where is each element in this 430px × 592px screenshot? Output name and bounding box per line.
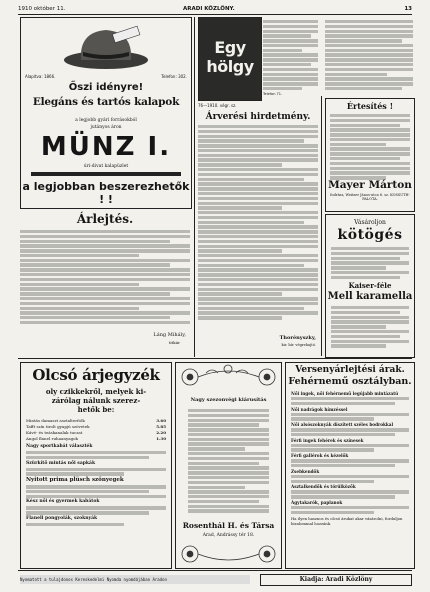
kotes-title: kötögés (337, 227, 403, 243)
hat-shop-name: MÜNZ I. (40, 132, 172, 162)
arveresi-hirdetmeny (198, 103, 318, 355)
arveresi-title: Árverési hirdetmény. (205, 112, 311, 122)
olcso-item-row (26, 436, 166, 442)
hat-label-phone: Telefon: 302. (161, 74, 187, 79)
verseny-items (291, 391, 409, 514)
footer-left: Nyomatott a tulajdonos Kereskedelmi Nyomda nyomdájában Aradon (20, 575, 250, 584)
olcso-sub-2: Szürkítő mintás női sapkák (26, 460, 96, 466)
olcso-line-2: zárólag nálunk szerez- (51, 396, 141, 405)
olcso-item-text: Angol flanel ruhaanyagok (26, 436, 78, 441)
verseny-item: Női nadrágok hímzéssel (291, 406, 348, 412)
kotes-brand: Mell karamella (327, 291, 413, 303)
header-page-number: 13 (404, 6, 412, 12)
header-newspaper: ARADI KÖZLÖNY. (183, 6, 235, 12)
olcso-item-price: 3.60 (156, 418, 166, 423)
verseny-subtitle: Fehérnemű osztályban. (288, 376, 412, 387)
arveresi-ref: 76—1910. végr. sz. (198, 103, 237, 108)
right-column-text (325, 20, 413, 92)
olcso-line-1: oly czikkekről, melyek ki- (45, 387, 147, 396)
egy-holgy-title: Egy hölgy (206, 38, 254, 76)
verseny-item: Zsebkendők (291, 468, 320, 474)
rosenthal-sub: Arad, Andrássy tér 18. (202, 533, 255, 538)
egy-holgy-text (263, 20, 318, 92)
hat-line-3: a legjobb gyári forrásokból (75, 118, 137, 123)
olcso-title: Olcsó árjegyzék (32, 366, 160, 384)
olcso-item-price: 1.30 (156, 436, 166, 441)
flower-ornament-bottom-icon (176, 542, 281, 568)
rosenthal-advert (175, 362, 282, 569)
ertesites-name: Mayer Márton (328, 179, 412, 191)
olcso-sub-3: Nyitott prima plüsch szőnyegek (26, 477, 124, 484)
hat-slogan-3: a legjobban beszerezhetők ! ! (22, 180, 190, 206)
olcso-item-text: Mintás damaszt asztalterítők (26, 418, 85, 423)
olcso-sub-4: Kész női és gyermek kabátok (26, 499, 100, 505)
kotogés-advert (325, 214, 415, 358)
ertesites-title: Értesítés ! (346, 101, 394, 111)
bottom-banner (20, 573, 412, 586)
kotes-brand-line: Kaiser-féle (348, 281, 392, 291)
verseny-item: Ágytakarók, paplanok (291, 499, 343, 505)
olcso-sub-1: Nagy sportkabát választék (26, 444, 93, 449)
kotes-top: Vásároljon (354, 219, 386, 226)
rosenthal-top: Nagy szezonvégi kiárusítás (190, 397, 267, 403)
arveresi-signature-sub: kir. bír. végrehajtó. (281, 343, 316, 347)
hat-illustration (61, 22, 151, 70)
hat-slogan-1: Őszi idényre! (68, 82, 144, 93)
ertesites-sub: fodrász, Weitzer János-utca 8. sz. KOSSUTH-PALOTA. (330, 193, 410, 202)
arlejtes-signature-sub: titkár (168, 340, 180, 345)
hat-advert (20, 17, 192, 209)
egy-holgy-advert (198, 17, 262, 101)
olcso-sub-5: Flanell pongyolák, szoknyák (26, 516, 98, 522)
verseny-footer: Ha ilyen hasznos és olcsó árukat akar vásárolni, forduljon bizalommal hozzánk. (291, 516, 403, 526)
verseny-title: Versenyárlejtési árak. (295, 365, 405, 375)
verseny-item: Női alsószoknyák díszített széles bodrokkal (291, 422, 394, 428)
arlejtes-signature: Láng Mihály, (153, 332, 186, 338)
olcso-item-price: 5.85 (156, 424, 166, 429)
verseny-item: Női ingek, női fehérnemű legújabb mintázatú (291, 391, 399, 396)
hat-slogan-2: Elegáns és tartós kalapok (32, 96, 180, 108)
olcso-line-3: hetők be: (77, 405, 115, 414)
arveresi-signature: Thorényszky, (279, 335, 316, 341)
egy-holgy-phone: Telefon 71. (263, 92, 283, 96)
arlejtes-notice (20, 212, 190, 352)
verseny-advert (285, 362, 415, 569)
olcso-item-text: Kávé- és teáskanalak tuczat (26, 430, 83, 435)
page-header (18, 6, 412, 14)
hat-label-founded: Alapítva: 1866. (25, 74, 56, 79)
verseny-item: Asztalkendők és törülközők (291, 484, 356, 490)
verseny-item: Férfi gallérok és kézelők (291, 453, 349, 459)
olcso-item-price: 2.20 (156, 430, 166, 435)
header-date: 1910 október 11. (18, 6, 66, 12)
olcso-arjegyzek-advert (20, 362, 172, 569)
footer-right: Kiadja: Aradi Közlöny (260, 574, 412, 586)
verseny-item: Férfi ingek fehérek és színesek (291, 437, 364, 443)
arlejtes-title: Árlejtés. (76, 212, 134, 226)
hat-line-6: úri-divat kalapüzlet (83, 164, 129, 169)
hat-line-4: jutányos áron (90, 125, 122, 130)
olcso-item-text: Tafft szín tirolt gyapjú szövetek (26, 424, 90, 429)
rosenthal-name: Rosenthál H. és Társa (182, 521, 275, 530)
ertesites-advert (325, 98, 415, 212)
olcso-items (26, 418, 166, 442)
